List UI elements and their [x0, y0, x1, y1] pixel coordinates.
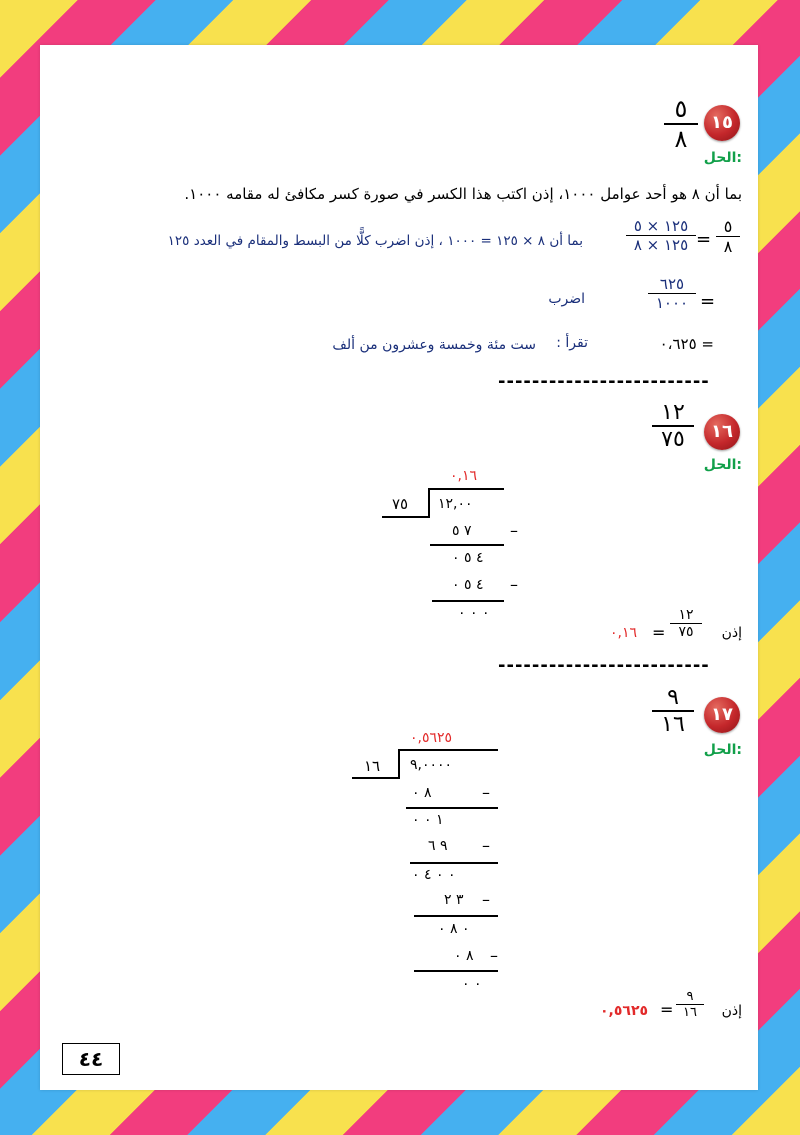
fraction-denominator: ٧٥ [661, 427, 685, 452]
subtraction-line [432, 600, 504, 602]
subtraction-line [410, 862, 498, 864]
minus-sign: – [482, 783, 490, 802]
equals-sign: = [660, 1000, 674, 1019]
fraction-numerator: ٥ [664, 95, 698, 125]
question-15-badge: ١٥ [704, 105, 740, 141]
divisor-underline [352, 777, 400, 779]
fraction-numerator: ٥ [716, 217, 740, 237]
question-15-fraction [664, 95, 698, 153]
remainder-row: ٤ ٥ ٠ [452, 550, 484, 566]
page [40, 45, 758, 1090]
quotient: ٠,١٦ [450, 468, 478, 484]
separator: ------------------------- [498, 371, 710, 392]
divisor: ١٦ [364, 757, 381, 775]
step3-value: = ٠،٦٢٥ [659, 335, 714, 353]
result-fraction [670, 607, 702, 640]
quotient: ٠,٥٦٢٥ [410, 730, 453, 746]
step2-note: اضرب [548, 291, 585, 307]
fraction-denominator: ٨ [723, 237, 733, 256]
subtraction-row: ٧ ٥ [452, 523, 472, 539]
question-16-fraction [652, 400, 694, 452]
division-bar [428, 488, 504, 490]
dividend: ٩,٠٠٠٠ [410, 757, 453, 773]
division-bracket [398, 749, 400, 779]
division-bracket [428, 488, 430, 518]
result-fraction [676, 989, 704, 1020]
fraction-denominator: ٨ [674, 125, 688, 153]
step1-note: بما أن ٨ × ١٢٥ = ١٠٠٠ ، إذن اضرب كلًّا من البسط والمقام في العدد ١٢٥ [167, 233, 583, 249]
fraction-denominator: ١٠٠٠ [655, 294, 689, 312]
minus-sign: – [482, 836, 490, 855]
dividend: ١٢,٠٠ [438, 496, 473, 512]
minus-sign: – [490, 946, 498, 965]
fraction-numerator: ٦٢٥ [648, 275, 696, 294]
result-label: إذن [721, 625, 742, 641]
step2-fraction [648, 275, 696, 312]
fraction-denominator: ١٦ [661, 712, 685, 737]
remainder-row: ٠ ٠ [462, 976, 482, 992]
remainder-row: ٠ ٠ ٠ [458, 605, 490, 621]
fraction-numerator: ٩ [676, 989, 704, 1005]
question-17-badge: ١٧ [704, 697, 740, 733]
question-15-intro: بما أن ٨ هو أحد عوامل ١٠٠٠، إذن اكتب هذا الكسر في صورة كسر مكافئ له مقامه ١٠٠٠. [184, 185, 742, 203]
solution-label-16: الحل: [703, 457, 742, 473]
step3-read-label: تقرأ : [556, 335, 588, 351]
fraction-numerator: ١٢٥ × ٥ [626, 217, 696, 236]
subtraction-row: ٣ ٢ [444, 892, 464, 908]
fraction-denominator: ١٢٥ × ٨ [633, 236, 689, 254]
subtraction-row: ٨ ٠ [454, 948, 474, 964]
fraction-numerator: ٩ [652, 685, 694, 712]
step1-lhs-fraction [716, 217, 740, 256]
minus-sign: – [510, 575, 518, 594]
divisor: ٧٥ [392, 495, 409, 513]
division-bar [398, 749, 498, 751]
subtraction-line [414, 915, 498, 917]
result-label: إذن [721, 1003, 742, 1019]
step3-read-text: ست مئة وخمسة وعشرون من ألف [332, 337, 536, 353]
result-value: ٠,١٦ [610, 625, 638, 641]
equals-sign: = [696, 229, 712, 250]
fraction-denominator: ١٦ [683, 1005, 697, 1020]
subtraction-line [406, 807, 498, 809]
step1-rhs-fraction [626, 217, 696, 254]
page-number: ٤٤ [62, 1043, 120, 1075]
subtraction-row: ٤ ٥ ٠ [452, 577, 484, 593]
solution-label-17: الحل: [703, 742, 742, 758]
question-16-badge: ١٦ [704, 414, 740, 450]
minus-sign: – [482, 890, 490, 909]
remainder-row: ٠ ٨ ٠ [438, 921, 470, 937]
solution-label-15: الحل: [703, 150, 742, 166]
equals-sign: = [700, 291, 716, 312]
fraction-denominator: ٧٥ [678, 624, 694, 640]
minus-sign: – [510, 521, 518, 540]
fraction-numerator: ١٢ [652, 400, 694, 427]
subtraction-line [414, 970, 498, 972]
separator: ------------------------- [498, 655, 710, 676]
subtraction-line [430, 544, 504, 546]
remainder-row: ١ ٠ ٠ [412, 812, 444, 828]
result-value: ٠,٥٦٢٥ [600, 1003, 649, 1019]
question-17-fraction [652, 685, 694, 737]
equals-sign: = [652, 623, 666, 642]
remainder-row: ٠ ٠ ٤ ٠ [412, 867, 456, 883]
subtraction-row: ٩ ٦ [428, 838, 448, 854]
fraction-numerator: ١٢ [670, 607, 702, 624]
divisor-underline [382, 516, 430, 518]
subtraction-row: ٨ ٠ [412, 785, 432, 801]
